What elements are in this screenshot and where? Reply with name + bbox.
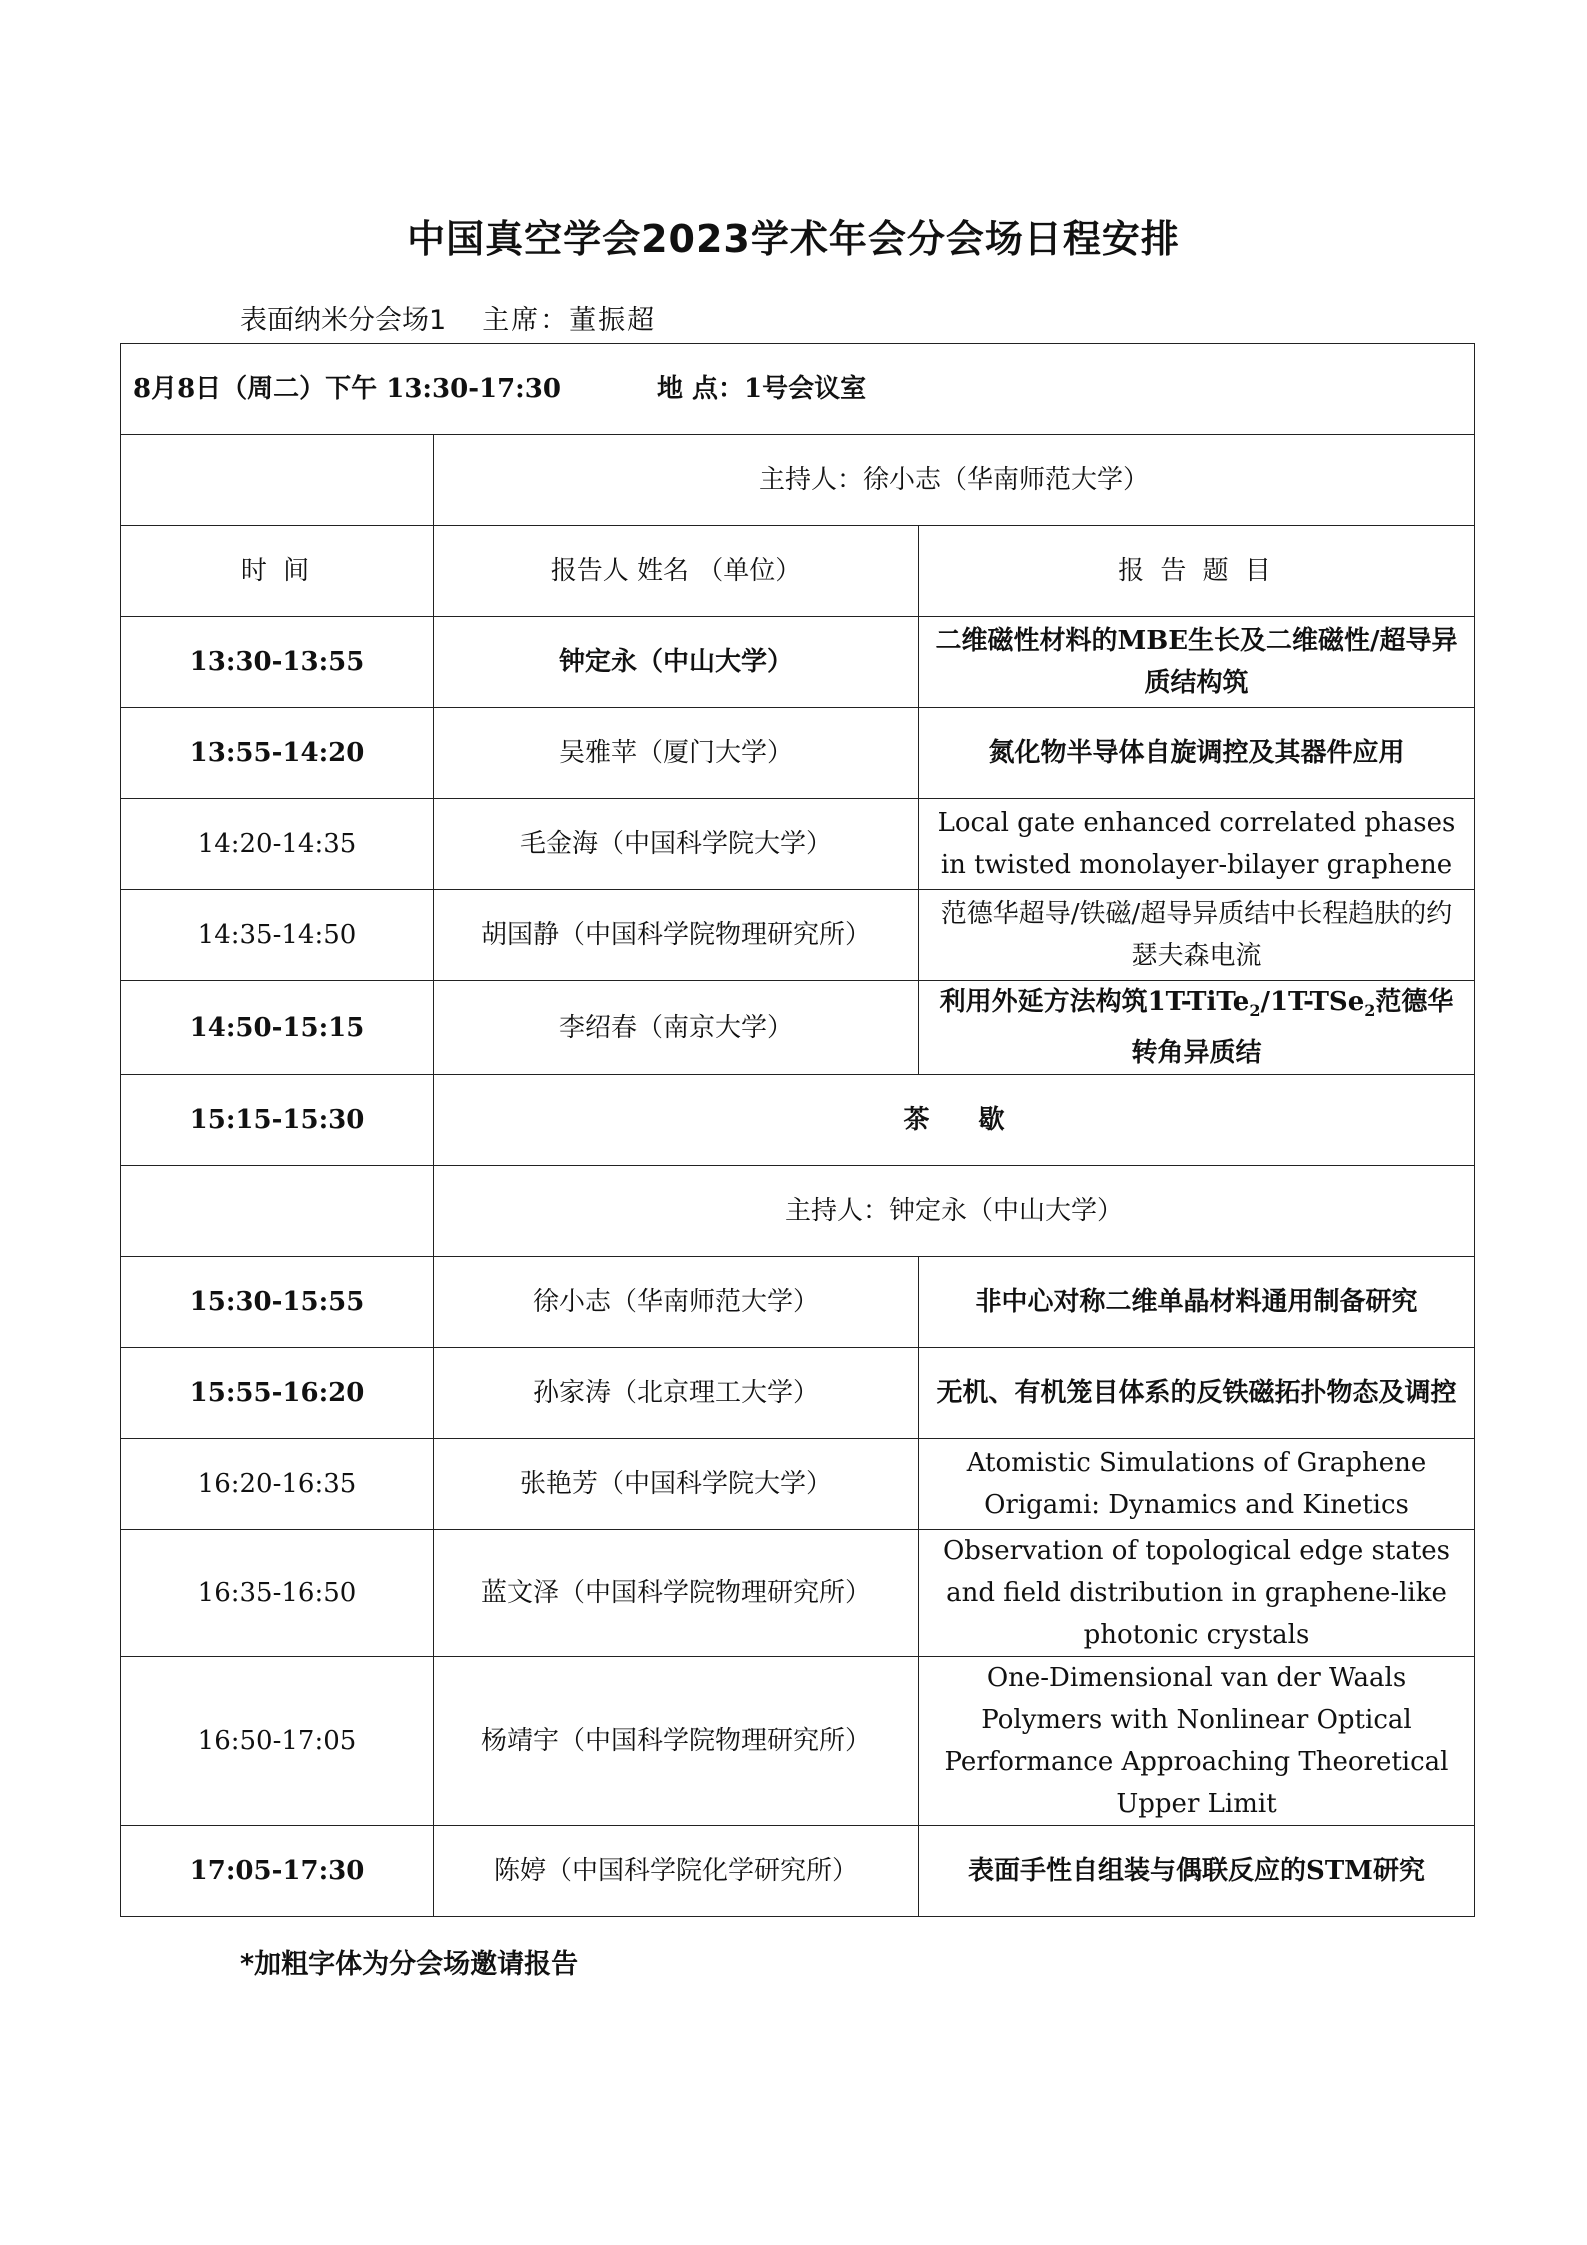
break-row xyxy=(121,1075,1475,1166)
header-speaker: 报告人 姓名 （单位） xyxy=(434,526,919,617)
table-row xyxy=(121,890,1475,981)
time-cell: 15:55-16:20 xyxy=(121,1348,434,1439)
table-row xyxy=(121,1826,1475,1917)
header-row xyxy=(121,526,1475,617)
moderator-row xyxy=(121,435,1475,526)
moderator-1: 主持人：徐小志（华南师范大学） xyxy=(434,435,1475,526)
session-chair: 主席：董振超 xyxy=(482,305,657,336)
table-row xyxy=(121,1257,1475,1348)
page-title: 中国真空学会2023学术年会分会场日程安排 xyxy=(407,217,1180,261)
speaker-cell: 钟定永（中山大学） xyxy=(434,617,919,708)
speaker-cell: 孙家涛（北京理工大学） xyxy=(434,1348,919,1439)
time-cell: 14:20-14:35 xyxy=(121,799,434,890)
table-row xyxy=(121,1530,1475,1657)
time-cell: 16:50-17:05 xyxy=(121,1657,434,1826)
speaker-cell: 胡国静（中国科学院物理研究所） xyxy=(434,890,919,981)
time-cell: 13:30-13:55 xyxy=(121,617,434,708)
topic-cell: 二维磁性材料的MBE生长及二维磁性/超导异质结构筑 xyxy=(919,617,1475,708)
time-cell: 16:35-16:50 xyxy=(121,1530,434,1657)
table-row xyxy=(121,799,1475,890)
topic-cell: 范德华超导/铁磁/超导异质结中长程趋肤的约瑟夫森电流 xyxy=(919,890,1475,981)
time-cell: 17:05-17:30 xyxy=(121,1826,434,1917)
topic-cell: One-Dimensional van der Waals Polymers with Nonlinear Optical Performance Approaching Theoretical Upper Limit xyxy=(919,1657,1475,1826)
moderator-row xyxy=(121,1166,1475,1257)
session-name: 表面纳米分会场1 xyxy=(240,305,447,336)
topic-cell: 氮化物半导体自旋调控及其器件应用 xyxy=(919,708,1475,799)
session-date: 8月8日（周二）下午 13:30-17:30 xyxy=(133,374,561,404)
speaker-cell: 徐小志（华南师范大学） xyxy=(434,1257,919,1348)
time-cell: 15:15-15:30 xyxy=(121,1075,434,1166)
topic-cell: Local gate enhanced correlated phases in twisted monolayer-bilayer graphene xyxy=(919,799,1475,890)
speaker-cell: 陈婷（中国科学院化学研究所） xyxy=(434,1826,919,1917)
date-row xyxy=(121,344,1475,435)
schedule-table xyxy=(120,343,1475,1917)
table-row xyxy=(121,1348,1475,1439)
table-row xyxy=(121,981,1475,1075)
header-time: 时 间 xyxy=(121,526,434,617)
session-heading xyxy=(240,298,656,337)
time-cell: 14:35-14:50 xyxy=(121,890,434,981)
speaker-cell: 张艳芳（中国科学院大学） xyxy=(434,1439,919,1530)
table-row xyxy=(121,1657,1475,1826)
topic-cell: 表面手性自组装与偶联反应的STM研究 xyxy=(919,1826,1475,1917)
topic-cell: Observation of topological edge states and field distribution in graphene-like photonic crystals xyxy=(919,1530,1475,1657)
moderator-2: 主持人：钟定永（中山大学） xyxy=(434,1166,1475,1257)
header-topic: 报 告 题 目 xyxy=(919,526,1475,617)
table-row xyxy=(121,708,1475,799)
break-label: 茶 歇 xyxy=(434,1075,1475,1166)
session-location: 地 点：1号会议室 xyxy=(656,374,867,404)
time-cell: 16:20-16:35 xyxy=(121,1439,434,1530)
topic-cell: 无机、有机笼目体系的反铁磁拓扑物态及调控 xyxy=(919,1348,1475,1439)
table-row xyxy=(121,617,1475,708)
time-cell: 13:55-14:20 xyxy=(121,708,434,799)
speaker-cell: 李绍春（南京大学） xyxy=(434,981,919,1075)
speaker-cell: 蓝文泽（中国科学院物理研究所） xyxy=(434,1530,919,1657)
footnote: *加粗字体为分会场邀请报告 xyxy=(240,1949,579,1980)
time-cell: 14:50-15:15 xyxy=(121,981,434,1075)
topic-cell: Atomistic Simulations of Graphene Origami: Dynamics and Kinetics xyxy=(919,1439,1475,1530)
topic-cell: 非中心对称二维单晶材料通用制备研究 xyxy=(919,1257,1475,1348)
topic-cell: 利用外延方法构筑1T-TiTe$_2$/1T-TSe$_2$范德华转角异质结 xyxy=(919,981,1475,1075)
speaker-cell: 毛金海（中国科学院大学） xyxy=(434,799,919,890)
speaker-cell: 吴雅苹（厦门大学） xyxy=(434,708,919,799)
table-row xyxy=(121,1439,1475,1530)
time-cell: 15:30-15:55 xyxy=(121,1257,434,1348)
speaker-cell: 杨靖宇（中国科学院物理研究所） xyxy=(434,1657,919,1826)
